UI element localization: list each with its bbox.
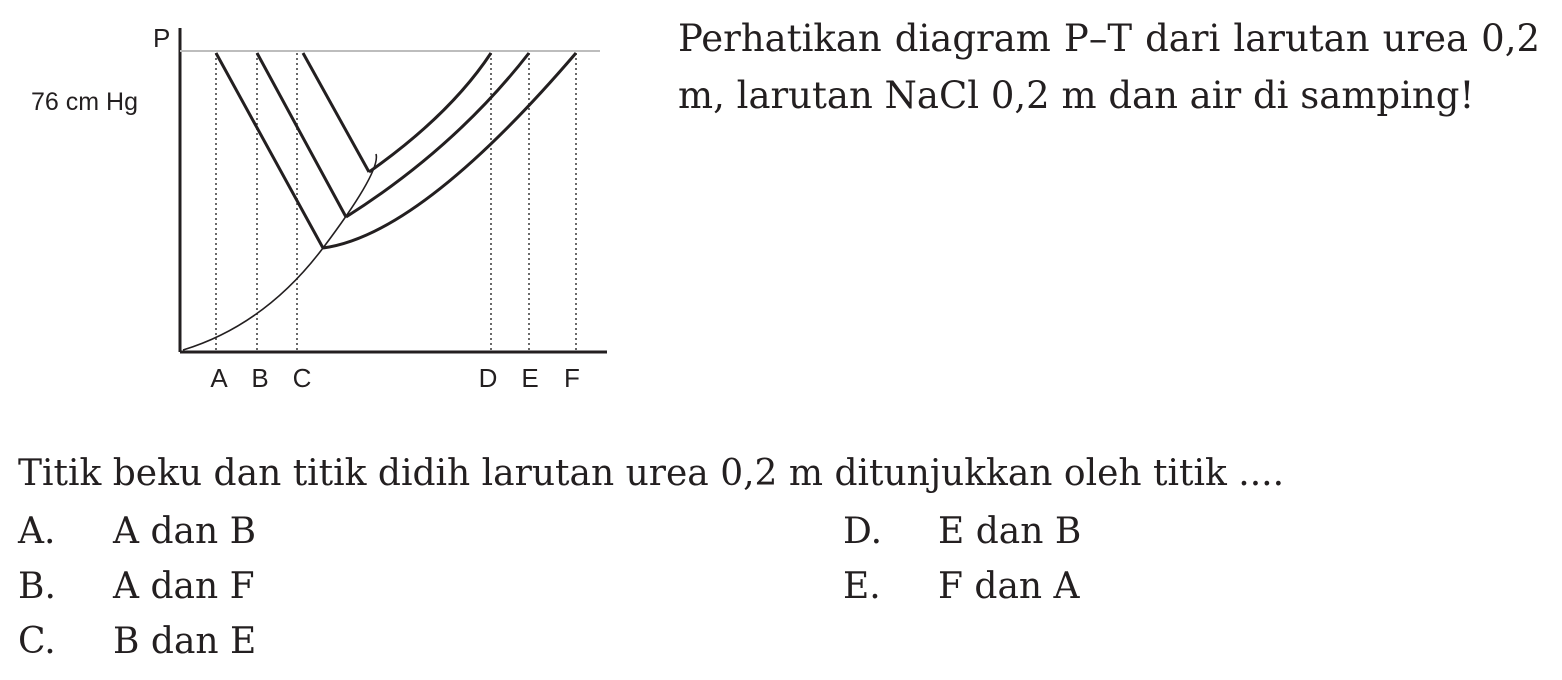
option-c[interactable] bbox=[18, 618, 256, 666]
boiling-curves bbox=[323, 53, 576, 248]
pt-diagram bbox=[0, 0, 640, 420]
freezing-line-2 bbox=[257, 53, 346, 217]
option-text: A dan F bbox=[113, 566, 255, 607]
option-d[interactable] bbox=[843, 508, 1081, 556]
y-axis-label: P bbox=[153, 23, 171, 53]
point-label-d: D bbox=[478, 363, 498, 393]
option-a[interactable] bbox=[18, 508, 256, 556]
point-label-b: B bbox=[251, 363, 269, 393]
freezing-line-1 bbox=[216, 53, 323, 248]
point-label-e: E bbox=[521, 363, 539, 393]
option-text: B dan E bbox=[113, 621, 257, 662]
boiling-curve-3 bbox=[323, 53, 576, 248]
option-e[interactable] bbox=[843, 563, 1080, 611]
option-letter: E. bbox=[843, 566, 881, 607]
question-text: Titik beku dan titik didih larutan urea 0,2 m ditunjukkan oleh titik .... bbox=[18, 453, 1285, 494]
pressure-label: 76 cm Hg bbox=[31, 88, 138, 116]
option-letter: D. bbox=[843, 511, 883, 552]
drop-lines bbox=[216, 53, 576, 352]
option-letter: A. bbox=[18, 511, 56, 552]
option-text: F dan A bbox=[938, 566, 1080, 607]
option-letter: B. bbox=[18, 566, 56, 607]
solid-gas-curve bbox=[183, 154, 376, 350]
point-label-a: A bbox=[210, 363, 228, 393]
option-letter: C. bbox=[18, 621, 56, 662]
option-text: A dan B bbox=[113, 511, 257, 552]
point-label-c: C bbox=[292, 363, 312, 393]
option-b[interactable] bbox=[18, 563, 255, 611]
point-label-f: F bbox=[564, 363, 580, 393]
option-text: E dan B bbox=[938, 511, 1082, 552]
freezing-lines bbox=[216, 53, 369, 248]
intro-text: Perhatikan diagram P–T dari larutan urea 0,2 m, larutan NaCl 0,2 m dan air di samping! bbox=[678, 17, 1540, 117]
